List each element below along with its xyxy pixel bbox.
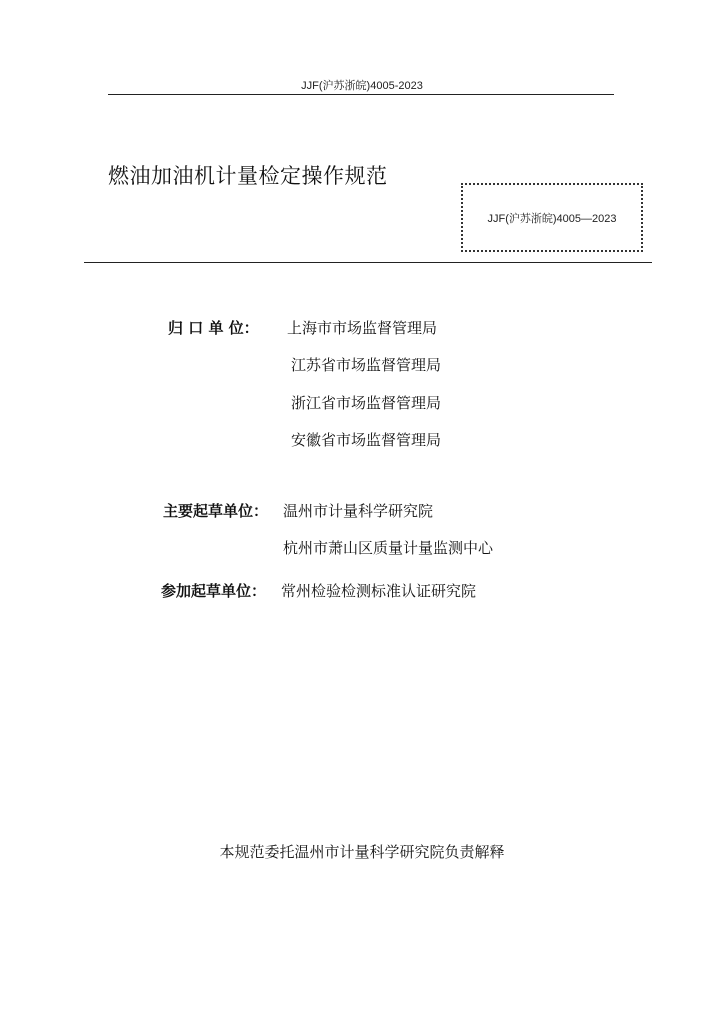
main-drafting-units-label: 主要起草单位： [163,502,269,520]
responsible-unit: 江苏省市场监督管理局 [291,356,442,374]
interpretation-statement: 本规范委托温州市计量科学研究院负责解释 [219,843,505,861]
header-standard-code: JJF(沪苏浙皖)4005-2023 [301,80,423,92]
responsible-unit: 上海市市场监督管理局 [287,319,438,337]
main-drafting-unit: 杭州市萧山区质量计量监测中心 [283,539,494,557]
header-divider [108,94,614,95]
standard-code-box-text: JJF(沪苏浙皖)4005—2023 [487,213,617,225]
responsible-units-label: 归 口 单 位： [168,319,259,337]
participating-unit: 常州检验检测标准认证研究院 [281,582,477,600]
title-divider [84,262,652,263]
responsible-unit: 安徽省市场监督管理局 [291,431,442,449]
participating-units-label: 参加起草单位： [161,582,267,600]
responsible-unit: 浙江省市场监督管理局 [291,394,442,412]
document-title: 燃油加油机计量检定操作规范 [108,164,388,188]
main-drafting-unit: 温州市计量科学研究院 [283,502,434,520]
